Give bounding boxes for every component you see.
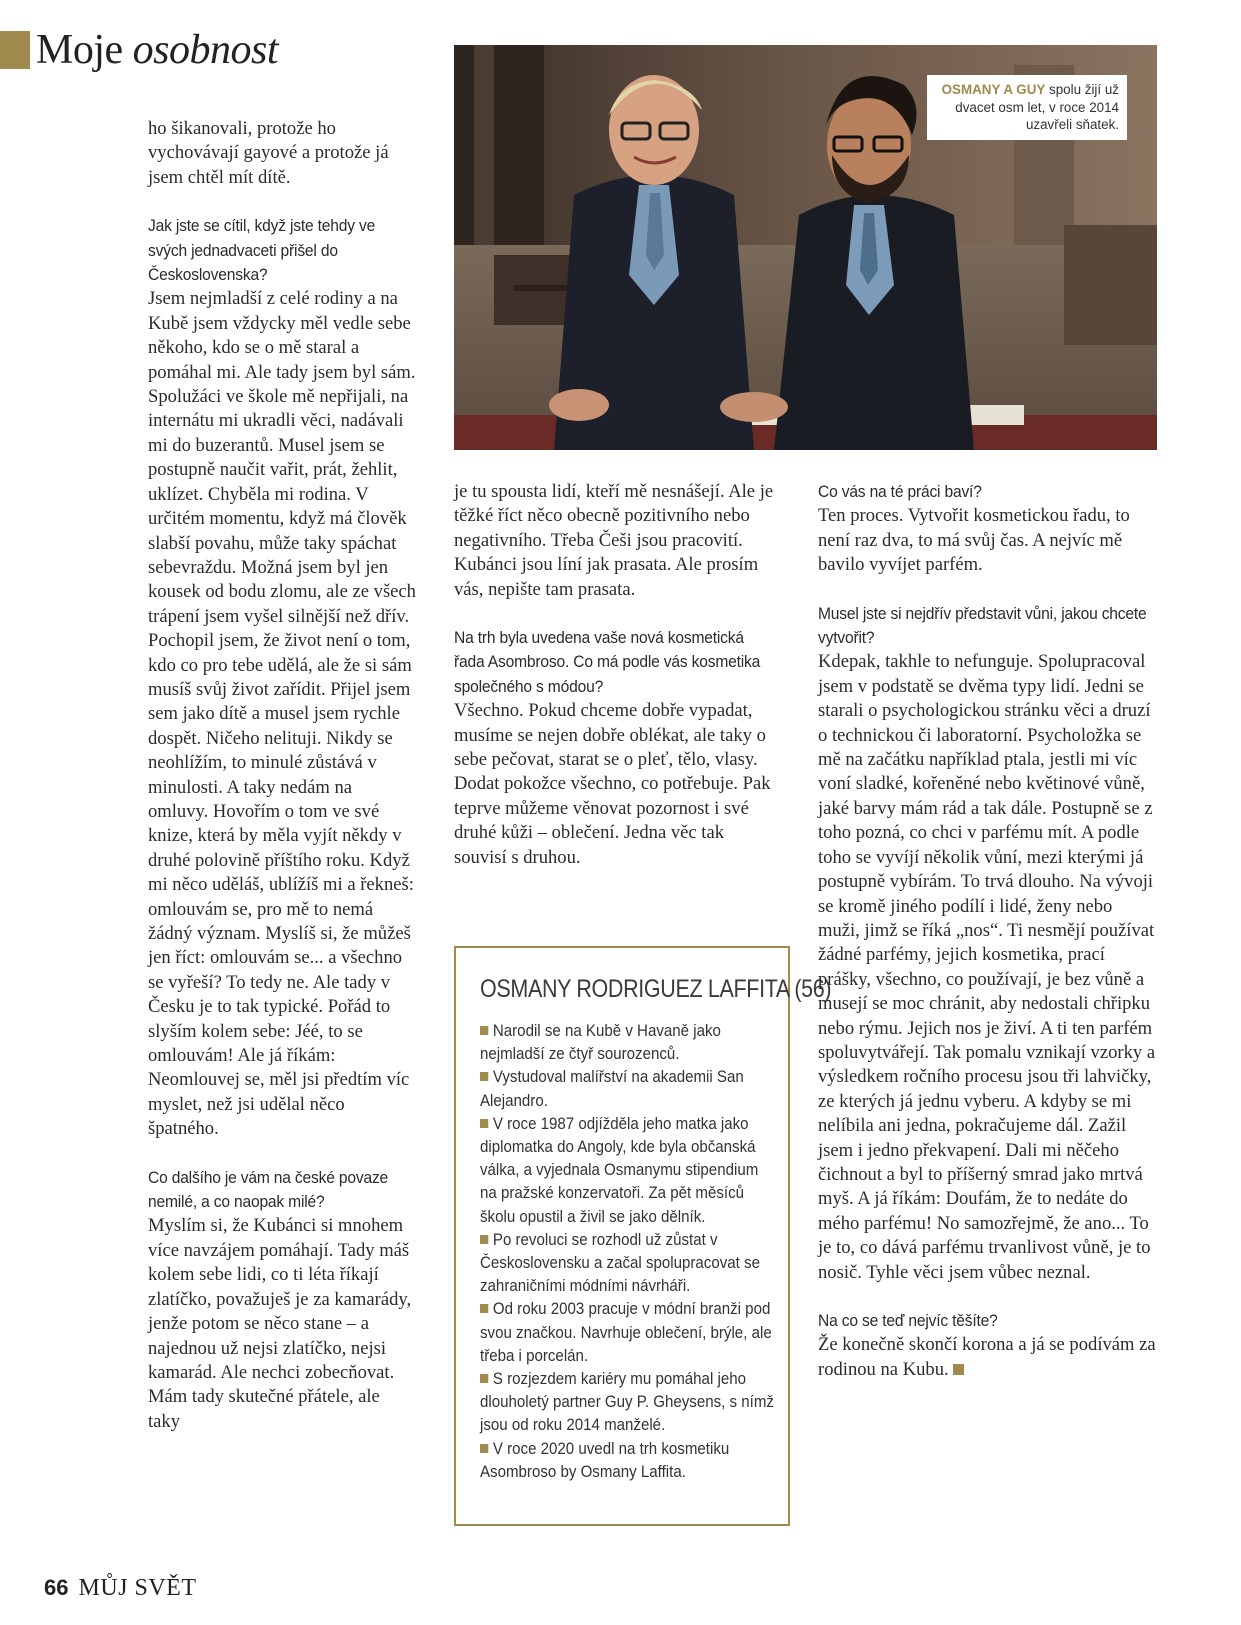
square-bullet-icon xyxy=(480,1119,488,1128)
infobox-item: S rozjezdem kariéry mu pomáhal jeho dlouholetý partner Guy P. Gheysens, s nímž jsou od roku 2014 manželé. xyxy=(480,1370,774,1435)
square-bullet-icon xyxy=(480,1304,488,1313)
infobox-list xyxy=(480,1020,778,1484)
infobox-title: OSMANY RODRIGUEZ LAFFITA (56) xyxy=(480,975,832,1003)
article-column-2 xyxy=(454,480,774,870)
interview-question: Jak jste se cítil, když jste tehdy ve svých jednadvaceti přišel do Československa? xyxy=(148,216,376,285)
paragraph: Ten proces. Vytvořit kosmetickou řadu, to není raz dva, to má svůj čas. A nejvíc mě bavilo vyvíjet parfém. xyxy=(818,505,1130,576)
section-title-italic: osobnost xyxy=(132,27,279,73)
paragraph: Jsem nejmladší z celé rodiny a na Kubě jsem vždycky měl vedle sebe někoho, kdo se o mě staral a pomáhal mi. Ale tady jsem byl sám. Spolužáci ve škole mě nepřijali, na internátu mi ukradli věci, nadávali mi do buzerantů. Musel jsem se postupně naučit vařit, prát, žehlit, uklízet. Chyběla mi rodina. V určitém momentu, když má člověk slabší povahu, může taky spáchat sebevraždu. Možná jsem byl jen kousek od bodu zlomu, ale ze všech trápení jsem vyšel silnější než dřív. Pochopil jsem, že život není o tom, kdo co pro tebe udělá, ale že si sám musíš svůj život zařídit. Přijel jsem sem jako dítě a musel jsem rychle dospět. Ničeho nelituji. Nikdy se neohlížím, to minulé zůstává v minulosti. A taky nedám na omluvy. Hovořím o tom ve své knize, která by měla vyjít někdy v druhé polovině příštího roku. Když mi něco uděláš, ublížíš mi a řekneš: omlouvám se, pro mě to nemá žádný význam. Myslíš si, že můžeš jen říct: omlouvám se... a všechno se vyřeší? To tedy ne. Ale tady v Česku je to tak typické. Pořád to slyším kolem sebe: Jéé, to se omlouvám! Ale já říkám: Neomlouvej se, měl jsi předtím víc myslet, než jsi udělal něco špatného. xyxy=(148,288,416,1140)
square-bullet-icon xyxy=(480,1026,488,1035)
section-header xyxy=(0,26,278,74)
section-title-plain: Moje xyxy=(36,27,123,73)
interview-question: Co vás na té práci baví? xyxy=(818,482,982,501)
page-footer xyxy=(44,1575,197,1602)
infobox-item: V roce 1987 odjížděla jeho matka jako diplomatka do Angoly, kde byla občanská válka, a vyjednala Osmanymu stipendium na pražské konzervatoři. Za pět měsíců školu opustil a živil se jako dělník. xyxy=(480,1114,759,1226)
profile-infobox xyxy=(454,946,832,1526)
paragraph: Myslím si, že Kubánci si mnohem více navzájem pomáhají. Tady máš kolem sebe lidi, co ti léta říkají zlatíčko, považuješ je za kamarády, jenže potom se něco stane – a najednou už nejsi zlatíčko, nejsi kamarád. Ale nechci zobecňovat. Mám tady skutečné přátele, ale taky xyxy=(148,1215,412,1432)
interview-question: Co dalšího je vám na české povaze nemilé, a co naopak milé? xyxy=(148,1167,389,1212)
infobox-item: Od roku 2003 pracuje v módní branži pod svou značkou. Navrhuje oblečení, brýle, ale třeba i porcelán. xyxy=(480,1300,772,1365)
interview-question: Na trh byla uvedena vaše nová kosmetická řada Asombroso. Co má podle vás kosmetika společného s módou? xyxy=(454,628,761,696)
end-mark-icon xyxy=(953,1364,964,1375)
paragraph: ho šikanovali, protože ho vychovávají gayové a protože já jsem chtěl mít dítě. xyxy=(148,118,389,188)
caption-names: OSMANY A GUY xyxy=(941,82,1046,97)
photo-caption xyxy=(927,75,1127,140)
couple-photo xyxy=(454,45,1157,450)
infobox-item: V roce 2020 uvedl na trh kosmetiku Asombroso by Osmany Laffita. xyxy=(480,1439,730,1481)
square-bullet-icon xyxy=(480,1235,488,1244)
final-paragraph: Že konečně skončí korona a já se podívám za rodinou na Kubu. xyxy=(818,1334,1156,1380)
infobox-item: Po revoluci se rozhodl už zůstat v Československu a začal spolupracovat se zahraničními módními návrháři. xyxy=(480,1230,760,1296)
square-bullet-icon xyxy=(480,1444,488,1453)
caption-text: spolu žijí už dvacet osm let, v roce 2014 uzavřeli sňatek. xyxy=(955,82,1119,132)
interview-question: Na co se teď nejvíc těšíte? xyxy=(818,1311,998,1330)
paragraph: je tu spousta lidí, kteří mě nesnášejí. Ale je těžké říct něco obecně pozitivního nebo negativního. Třeba Češi jsou pracovití. Kubánci jsou líní jak prasata. Ale prosím vás, nepište tam prasata. xyxy=(454,481,774,600)
magazine-name: MŮJ SVĚT xyxy=(78,1575,197,1601)
paragraph: Kdepak, takhle to nefunguje. Spolupracoval jsem v podstatě se dvěma typy lidí. Jedni se starali o psychologickou stránku věci a druzí o technickou či laboratorní. Psycholožka se mě na začátku například ptala, jestli mi víc voní sladké, kořeněné nebo květinové vůně, jaké barvy mám rád a tak dále. Postupně se z toho pozná, co chci v parfému mít. A podle toho se vyvíjí několik vůní, mezi kterými já postupně vybírám. To trvá dlouho. Na vývoji se kromě jiného podílí i lidé, ženy nebo muži, jimž se říká „nos“. Ti nesmějí používat žádné parfémy, jejich kosmetika, prací prášky, všechno, co používají, je bez vůně a musejí se moc chránit, aby nedostali chřipku nebo rýmu. Jejich nos je živí. A ti ten parfém spoluvytvářejí. Tak pomalu vznikají vzorky a výsledkem ročního procesu jsou tři lahvičky, ze kterých já jednu vyberu. A kdyby se mi nelíbila ani jedna, pokračujeme dál. Zažil jsem i jedno překvapení. Dali mi něčeho čichnout a byl to příšerný smrad jako mrtvá myš. A já říkám: Doufám, že to nedáte do mého parfému! No samozřejmě, že ano... To je to, co dává parfému trvanlivost vůně, je to nosič. Tyhle věci jsem vůbec neznal. xyxy=(818,651,1156,1283)
page-number: 66 xyxy=(44,1575,69,1600)
interview-question: Musel jste si nejdřív představit vůni, jakou chcete vytvořit? xyxy=(818,603,1147,648)
article-column-3 xyxy=(818,480,1158,1382)
square-bullet-icon xyxy=(480,1072,488,1081)
paragraph: Všechno. Pokud chceme dobře vypadat, musíme se nejen dobře oblékat, ale taky o sebe pečovat, starat se o pleť, tělo, vlasy. Dodat pokožce všechno, co potřebuje. Pak teprve můžeme věnovat pozornost i své druhé kůži – oblečení. Jedna věc tak souvisí s druhou. xyxy=(454,700,771,868)
infobox-item: Narodil se na Kubě v Havaně jako nejmladší ze čtyř sourozenců. xyxy=(480,1022,721,1064)
section-title xyxy=(36,26,278,74)
square-bullet-icon xyxy=(480,1374,488,1383)
header-accent-bar xyxy=(0,31,30,69)
infobox-item: Vystudoval malířství na akademii San Alejandro. xyxy=(480,1068,744,1110)
article-column-1 xyxy=(148,117,416,1434)
